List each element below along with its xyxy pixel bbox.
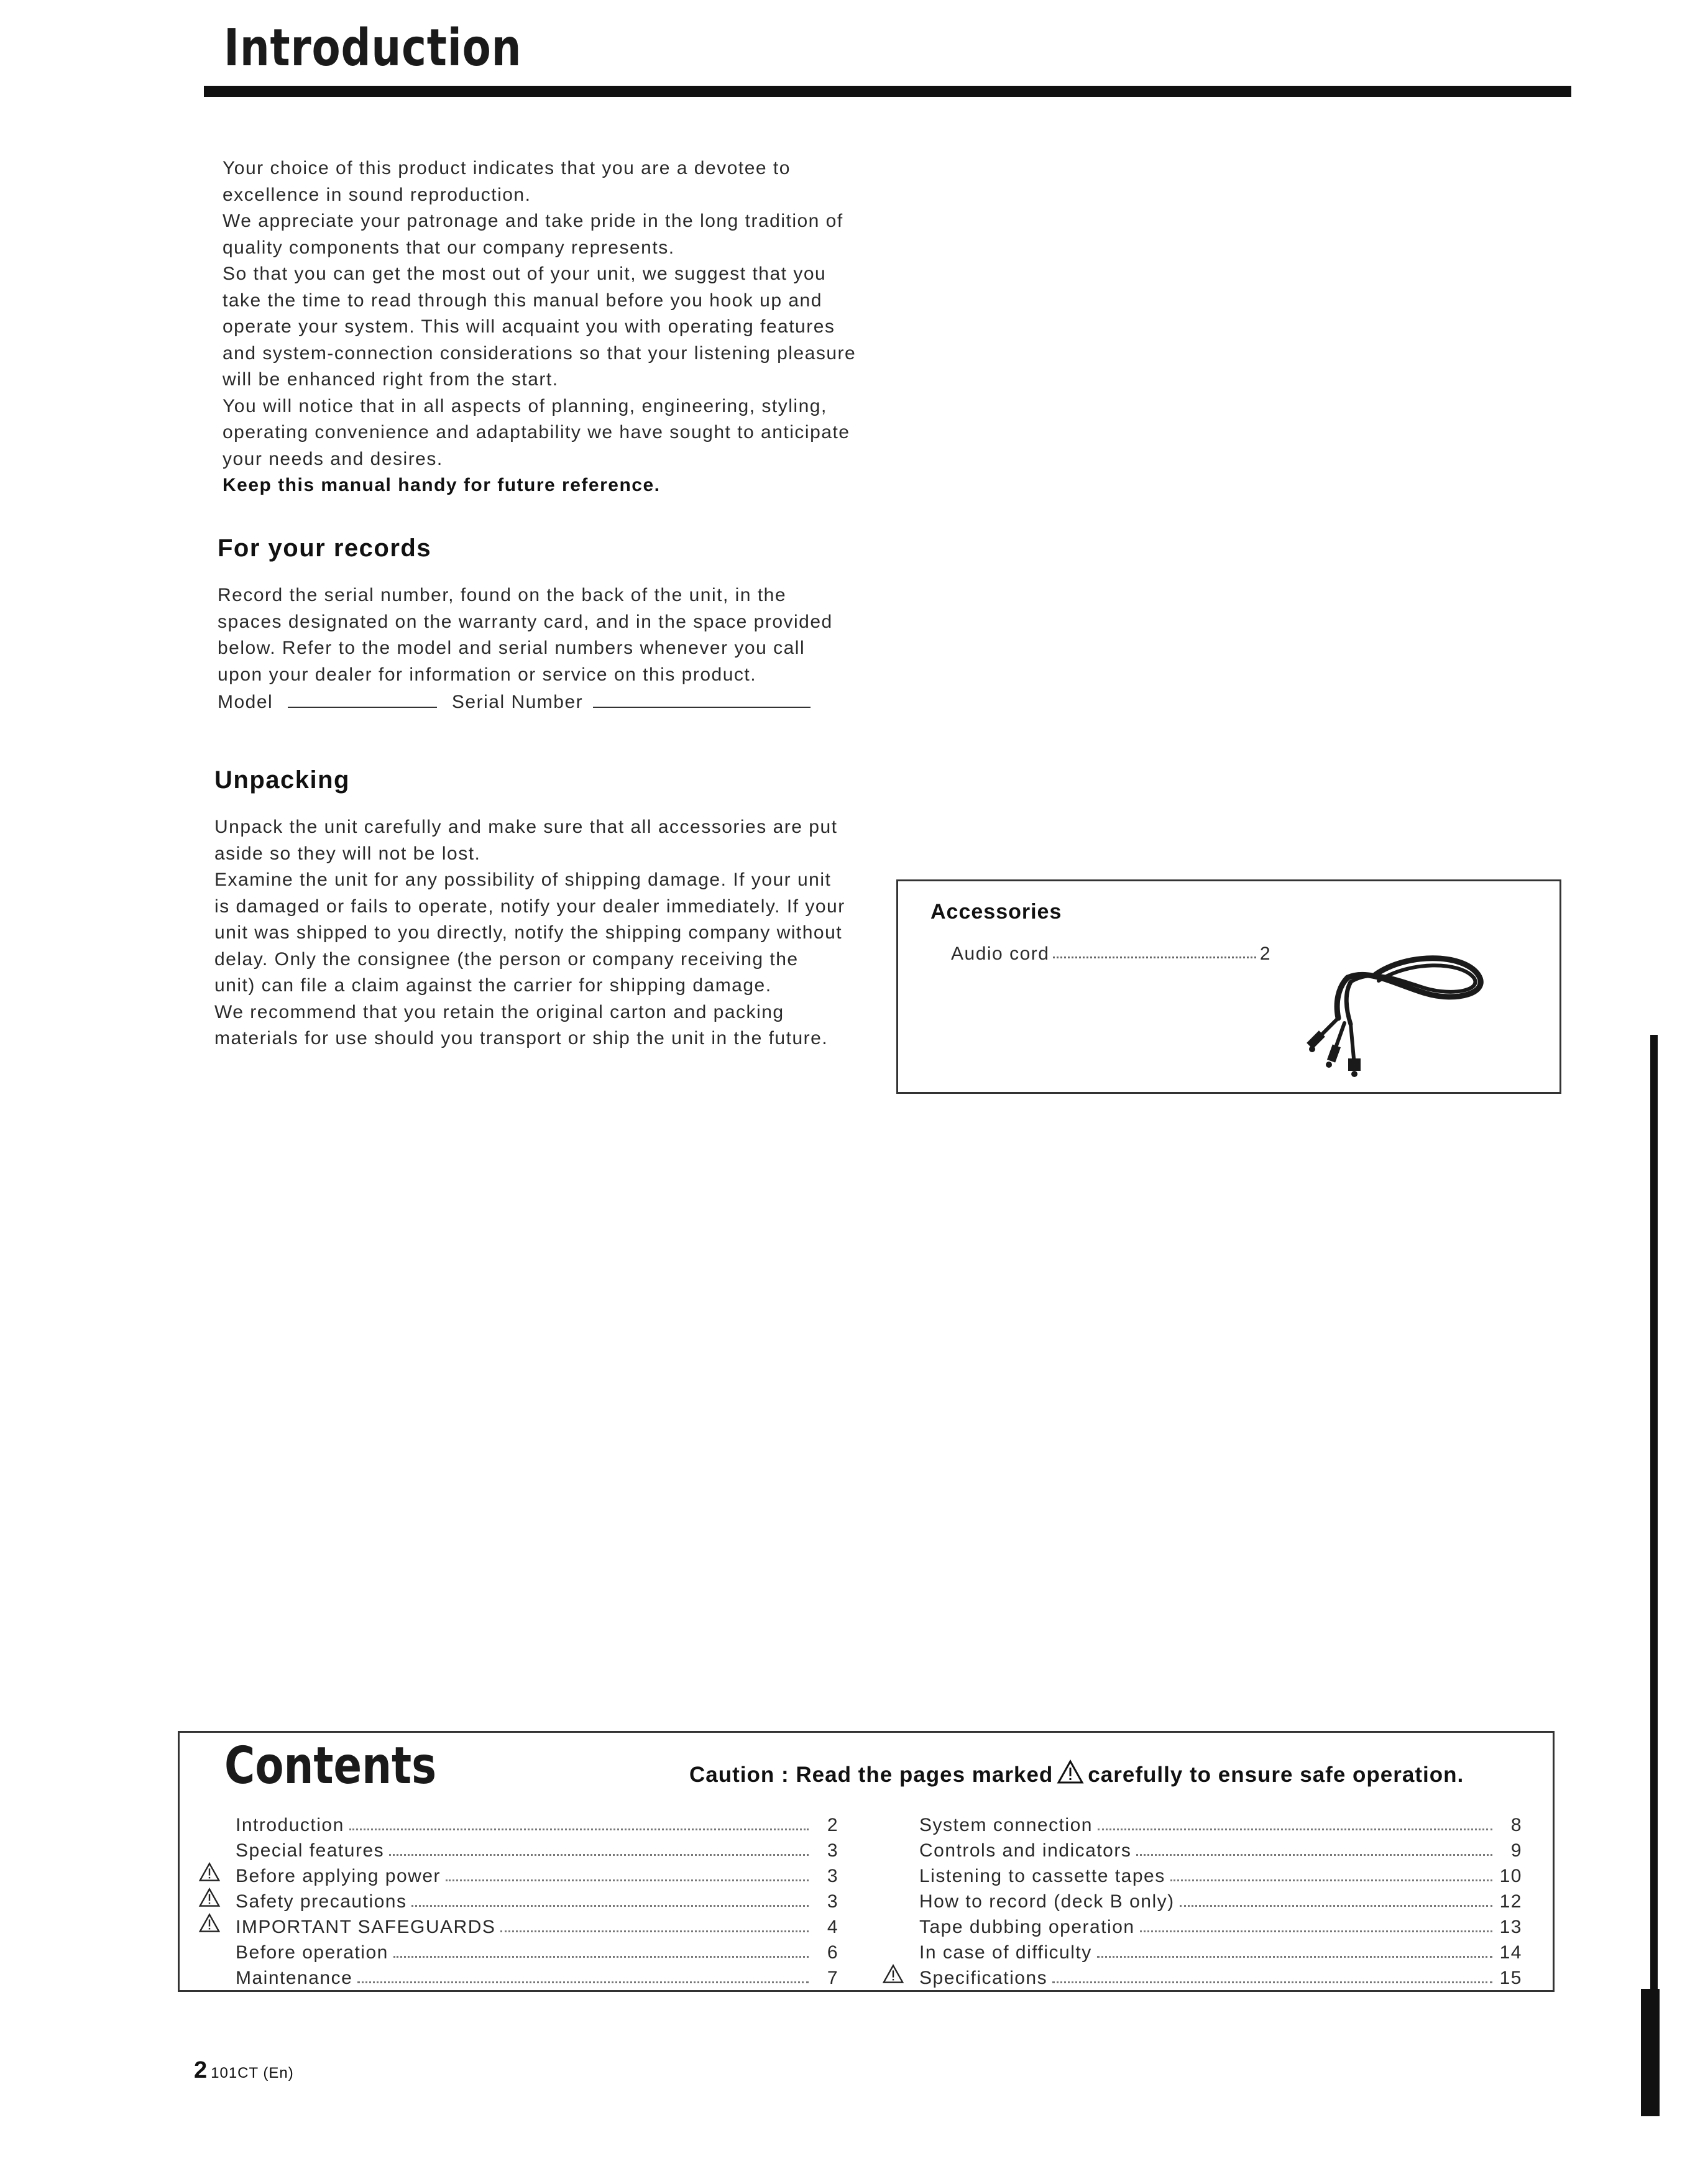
toc-entry-label: Safety precautions bbox=[236, 1891, 407, 1912]
leader-dots bbox=[446, 1879, 809, 1881]
toc-entry-label: How to record (deck B only) bbox=[919, 1891, 1175, 1912]
leader-dots bbox=[1097, 1956, 1492, 1958]
accessories-title: Accessories bbox=[930, 900, 1062, 924]
toc-entry-page: 3 bbox=[827, 1866, 838, 1886]
model-code: 101CT (En) bbox=[211, 2065, 294, 2081]
toc-entry-page: 4 bbox=[827, 1917, 838, 1937]
toc-entry-label: Controls and indicators bbox=[919, 1840, 1132, 1861]
binding-edge-mark bbox=[1650, 1035, 1658, 2116]
toc-right-column bbox=[882, 1810, 1522, 1989]
intro-bold-note: Keep this manual handy for future reference. bbox=[223, 475, 661, 495]
records-heading: For your records bbox=[218, 535, 432, 562]
toc-entry-page: 9 bbox=[1510, 1840, 1522, 1861]
leader-dots bbox=[357, 1981, 809, 1983]
unpacking-section bbox=[214, 814, 845, 1052]
accessory-item bbox=[951, 943, 1271, 965]
toc-entry-label: Specifications bbox=[919, 1968, 1048, 1988]
toc-entry bbox=[198, 1963, 838, 1989]
leader-dots bbox=[411, 1905, 809, 1907]
records-text: Record the serial number, found on the back of the unit, in the spaces designated on the warranty card, and in the space provided below. Refer to the model and serial numbers whenever you call upon your dealer for information or service on this product. bbox=[218, 585, 833, 685]
toc-warning-slot bbox=[198, 1862, 236, 1887]
leader-dots bbox=[393, 1956, 809, 1958]
leader-dots bbox=[1180, 1905, 1492, 1907]
accessories-box bbox=[896, 879, 1561, 1094]
toc-entry-label: In case of difficulty bbox=[919, 1942, 1092, 1963]
toc-entry-label: Before operation bbox=[236, 1942, 388, 1963]
toc-entry-label: System connection bbox=[919, 1815, 1093, 1835]
toc-entry bbox=[882, 1887, 1522, 1912]
toc-warning-slot bbox=[882, 1964, 919, 1989]
intro-paragraph: You will notice that in all aspects of planning, engineering, styling, operating convenience and adaptability we have sought to anticipate your needs and desires. bbox=[223, 395, 850, 469]
model-label: Model bbox=[218, 692, 273, 712]
intro-paragraph: So that you can get the most out of your unit, we suggest that you take the time to read through this manual before you hook up and operate your system. This will acquaint you with operating features and system-connection considerations so that your listening pleasure will be enhanced right from the start. bbox=[223, 264, 857, 390]
toc-entry bbox=[198, 1861, 838, 1887]
warning-triangle-icon bbox=[198, 1888, 221, 1912]
toc-warning-slot bbox=[198, 1913, 236, 1938]
toc-entry-page: 7 bbox=[827, 1968, 838, 1988]
audio-cord-icon bbox=[1301, 950, 1494, 1083]
intro-section bbox=[223, 155, 860, 499]
toc-entry-page: 10 bbox=[1499, 1866, 1522, 1886]
page-number: 2 bbox=[194, 2057, 208, 2083]
title-rule bbox=[204, 86, 1571, 97]
toc-entry-page: 15 bbox=[1499, 1968, 1522, 1988]
toc-entry-page: 8 bbox=[1510, 1815, 1522, 1835]
toc-entry bbox=[198, 1938, 838, 1963]
toc-entry bbox=[882, 1836, 1522, 1861]
toc-entry-page: 2 bbox=[827, 1815, 838, 1835]
toc-entry bbox=[882, 1861, 1522, 1887]
warning-triangle-icon bbox=[882, 1964, 904, 1989]
toc-entry bbox=[882, 1963, 1522, 1989]
toc-warning-slot bbox=[198, 1888, 236, 1912]
caution-prefix: Caution : Read the pages marked bbox=[689, 1762, 1054, 1787]
toc-entry bbox=[198, 1887, 838, 1912]
serial-blank-line bbox=[593, 688, 811, 708]
leader-dots bbox=[1098, 1828, 1492, 1830]
toc-left-column bbox=[198, 1810, 838, 1989]
warning-triangle-icon bbox=[198, 1913, 221, 1938]
caution-note bbox=[689, 1760, 1464, 1790]
toc-entry bbox=[882, 1810, 1522, 1836]
warning-triangle-icon bbox=[1057, 1760, 1084, 1790]
toc-entry-label: Introduction bbox=[236, 1815, 344, 1835]
accessory-label: Audio cord bbox=[951, 943, 1050, 964]
unpacking-paragraph: Examine the unit for any possibility of shipping damage. If your unit is damaged or fails to operate, notify your dealer immediately. If your unit was shipped to you directly, notify the shipping company without delay. Only the consignee (the person or company receiving the unit) can file a claim against the carrier for shipping damage. bbox=[214, 869, 845, 996]
model-blank-line bbox=[288, 688, 437, 708]
page-title: Introduction bbox=[224, 19, 522, 78]
intro-paragraph: We appreciate your patronage and take pride in the long tradition of quality components that our company represents. bbox=[223, 211, 843, 258]
toc-entry bbox=[882, 1912, 1522, 1938]
leader-dots bbox=[349, 1828, 809, 1830]
unpacking-paragraph: Unpack the unit carefully and make sure that all accessories are put aside so they will not be lost. bbox=[214, 817, 838, 864]
leader-dots bbox=[1136, 1854, 1492, 1856]
toc-entry-label: Before applying power bbox=[236, 1866, 441, 1886]
leader-dots bbox=[1170, 1879, 1492, 1881]
intro-paragraph: Your choice of this product indicates that you are a devotee to excellence in sound reproduction. bbox=[223, 158, 791, 205]
toc-entry-page: 14 bbox=[1499, 1942, 1522, 1963]
toc-entry bbox=[198, 1836, 838, 1861]
toc-entry bbox=[198, 1810, 838, 1836]
toc-entry-page: 3 bbox=[827, 1840, 838, 1861]
binding-edge-mark bbox=[1641, 1989, 1660, 2116]
unpacking-paragraph: We recommend that you retain the original carton and packing materials for use should you transport or ship the unit in the future. bbox=[214, 1001, 829, 1048]
toc-entry-label: Listening to cassette tapes bbox=[919, 1866, 1165, 1886]
contents-box bbox=[178, 1731, 1555, 1992]
leader-dots bbox=[1053, 943, 1256, 958]
caution-suffix: carefully to ensure safe operation. bbox=[1088, 1762, 1464, 1787]
unpacking-heading: Unpacking bbox=[214, 766, 350, 794]
accessory-qty: 2 bbox=[1259, 943, 1271, 964]
records-section bbox=[218, 582, 852, 716]
toc-entry-page: 13 bbox=[1499, 1917, 1522, 1937]
toc-entry-label: IMPORTANT SAFEGUARDS bbox=[236, 1917, 496, 1937]
toc-entry-label: Maintenance bbox=[236, 1968, 353, 1988]
leader-dots bbox=[389, 1854, 809, 1856]
contents-title: Contents bbox=[224, 1737, 437, 1796]
page-footer bbox=[194, 2057, 294, 2084]
toc-entry bbox=[882, 1938, 1522, 1963]
toc-entry-page: 3 bbox=[827, 1891, 838, 1912]
toc-entry-page: 6 bbox=[827, 1942, 838, 1963]
toc-entry-label: Special features bbox=[236, 1840, 385, 1861]
toc-entry-label: Tape dubbing operation bbox=[919, 1917, 1135, 1937]
toc-entry bbox=[198, 1912, 838, 1938]
records-fields bbox=[218, 688, 852, 716]
warning-triangle-icon bbox=[198, 1862, 221, 1887]
leader-dots bbox=[500, 1930, 809, 1932]
leader-dots bbox=[1140, 1930, 1492, 1932]
leader-dots bbox=[1052, 1981, 1492, 1983]
serial-label: Serial Number bbox=[451, 692, 584, 712]
toc-entry-page: 12 bbox=[1499, 1891, 1522, 1912]
